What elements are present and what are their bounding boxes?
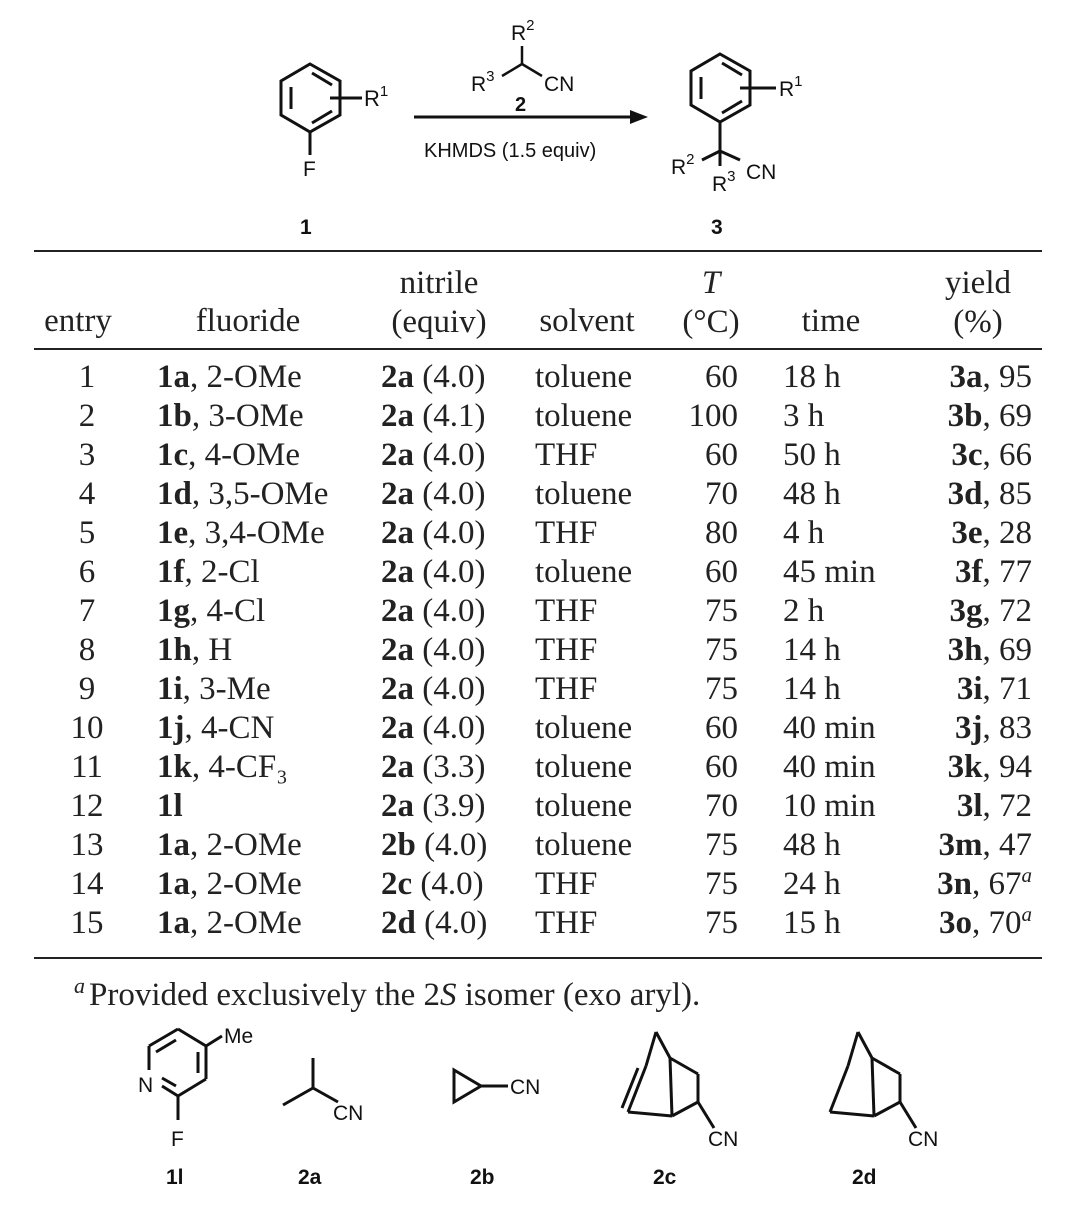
entry-number: 3 bbox=[78, 437, 96, 473]
header-temperature bbox=[668, 264, 754, 342]
fluoride-cell bbox=[157, 748, 288, 787]
header-nitrile-line1: nitrile bbox=[399, 265, 479, 301]
entry-number: 11 bbox=[71, 749, 103, 785]
yield-value: , 70 bbox=[972, 905, 1022, 941]
reagent-r2: $R^2$ bbox=[511, 17, 535, 45]
nitrile-compound-id: 2a bbox=[381, 554, 414, 590]
fluoride-cell bbox=[157, 865, 302, 904]
nitrile-cell bbox=[381, 358, 485, 397]
reaction-arrow bbox=[414, 110, 648, 124]
time-cell: 15 h bbox=[783, 905, 841, 941]
reactant-halogen: F bbox=[303, 158, 316, 181]
nitrile-compound-id: 2a bbox=[381, 749, 414, 785]
yield-cell bbox=[860, 358, 1032, 397]
table-row bbox=[0, 865, 1080, 904]
yield-cell bbox=[860, 475, 1032, 514]
entry-number: 15 bbox=[70, 905, 104, 941]
entry-number: 5 bbox=[78, 515, 96, 551]
yield-value: , 72 bbox=[982, 788, 1032, 824]
table-row bbox=[0, 358, 1080, 397]
entry-number: 14 bbox=[70, 866, 104, 902]
structure-1l-fluorine: F bbox=[171, 1128, 184, 1151]
time-cell: 48 h bbox=[783, 827, 841, 863]
nitrile-equivalents: (4.0) bbox=[415, 827, 488, 863]
table-header-rule bbox=[34, 348, 1042, 350]
fluoride-compound-id: 1c bbox=[157, 437, 189, 473]
entry-number: 7 bbox=[78, 593, 96, 629]
temperature-cell: 60 bbox=[705, 554, 738, 590]
fluoride-substituent: , 3,4-OMe bbox=[188, 515, 325, 551]
nitrile-equivalents: (4.0) bbox=[414, 671, 486, 707]
yield-cell bbox=[860, 514, 1032, 553]
header-temperature-unit: (°C) bbox=[682, 304, 740, 340]
solvent-cell: toluene bbox=[535, 827, 633, 863]
time-cell: 10 min bbox=[783, 788, 876, 824]
fluoride-compound-id: 1a bbox=[157, 359, 190, 395]
product-compound-id: 3c bbox=[951, 437, 983, 473]
time-cell: 18 h bbox=[783, 359, 841, 395]
temperature-cell: 75 bbox=[705, 671, 738, 707]
yield-cell bbox=[860, 709, 1032, 748]
nitrile-cell bbox=[381, 514, 485, 553]
nitrile-equivalents: (4.1) bbox=[414, 398, 486, 434]
nitrile-cell bbox=[381, 787, 485, 826]
product-compound-id: 3n bbox=[937, 866, 972, 902]
nitrile-equivalents: (4.0) bbox=[414, 359, 486, 395]
header-nitrile bbox=[378, 264, 500, 342]
fluoride-substituent: , 2-OMe bbox=[190, 827, 302, 863]
reaction-scheme bbox=[0, 0, 1080, 245]
temperature-cell: 70 bbox=[705, 788, 738, 824]
yield-value: , 69 bbox=[982, 398, 1032, 434]
time-cell: 4 h bbox=[783, 515, 825, 551]
fluoride-cell bbox=[157, 514, 325, 553]
header-yield-line2: (%) bbox=[953, 304, 1003, 340]
entry-number: 8 bbox=[78, 632, 96, 668]
nitrile-cell bbox=[381, 865, 484, 904]
product-compound-id: 3i bbox=[956, 671, 983, 707]
solvent-cell: toluene bbox=[535, 476, 633, 512]
structure-2c-label: 2c bbox=[653, 1166, 677, 1189]
solvent-cell: toluene bbox=[535, 359, 633, 395]
entry-number: 12 bbox=[70, 788, 104, 824]
structure-2a bbox=[283, 1058, 363, 1189]
product-compound-id: 3o bbox=[939, 905, 972, 941]
structure-2b-cn: CN bbox=[510, 1076, 541, 1099]
fluoride-compound-id: 1b bbox=[157, 398, 192, 434]
product-compound-id: 3e bbox=[951, 515, 983, 551]
yield-footnote-mark: a bbox=[1021, 863, 1032, 887]
fluoride-compound-id: 1h bbox=[157, 632, 192, 668]
nitrile-equivalents: (4.0) bbox=[414, 554, 486, 590]
yield-cell bbox=[860, 553, 1032, 592]
header-yield-line1: yield bbox=[945, 265, 1011, 301]
fluoride-cell bbox=[157, 709, 274, 748]
table-bottom-rule bbox=[34, 957, 1042, 959]
nitrile-equivalents: (4.0) bbox=[414, 710, 486, 746]
nitrile-compound-id: 2a bbox=[381, 788, 414, 824]
nitrile-cell bbox=[381, 592, 485, 631]
nitrile-cell bbox=[381, 553, 485, 592]
fluoride-cell bbox=[157, 787, 183, 826]
solvent-cell: THF bbox=[535, 593, 598, 629]
nitrile-cell bbox=[381, 826, 487, 865]
fluoride-substituent: , 4-OMe bbox=[188, 437, 300, 473]
fluoride-cell bbox=[157, 592, 265, 631]
reactant-substituent: $R^1$ bbox=[364, 83, 389, 111]
yield-value: , 95 bbox=[982, 359, 1032, 395]
temperature-cell: 80 bbox=[705, 515, 738, 551]
nitrile-cell bbox=[381, 475, 485, 514]
nitrile-equivalents: (3.9) bbox=[414, 788, 486, 824]
header-fluoride: fluoride bbox=[195, 303, 301, 339]
structure-2c bbox=[622, 1032, 738, 1189]
nitrile-compound-id: 2b bbox=[381, 827, 416, 863]
temperature-cell: 75 bbox=[705, 827, 738, 863]
table-row bbox=[0, 787, 1080, 826]
product-compound-id: 3g bbox=[949, 593, 983, 629]
product-r3: $R^3$ bbox=[712, 168, 736, 196]
nitrile-equivalents: (4.0) bbox=[415, 905, 488, 941]
solvent-cell: toluene bbox=[535, 788, 633, 824]
time-cell: 14 h bbox=[783, 671, 841, 707]
fluoride-substituent: , 2-OMe bbox=[190, 866, 302, 902]
yield-cell bbox=[860, 670, 1032, 709]
fluoride-compound-id: 1k bbox=[157, 749, 192, 785]
structure-2d-label: 2d bbox=[852, 1166, 877, 1189]
time-cell: 40 min bbox=[783, 749, 876, 785]
nitrile-equivalents: (4.0) bbox=[414, 437, 486, 473]
fluoride-substituent: , 2-OMe bbox=[190, 359, 302, 395]
time-cell: 45 min bbox=[783, 554, 876, 590]
solvent-cell: THF bbox=[535, 866, 598, 902]
yield-cell bbox=[860, 826, 1032, 865]
nitrile-compound-id: 2d bbox=[381, 905, 416, 941]
yield-cell bbox=[860, 748, 1032, 787]
time-cell: 48 h bbox=[783, 476, 841, 512]
fluoride-compound-id: 1i bbox=[157, 671, 183, 707]
fluoride-compound-id: 1l bbox=[157, 788, 183, 824]
solvent-cell: toluene bbox=[535, 398, 633, 434]
nitrile-compound-id: 2a bbox=[381, 710, 414, 746]
reagent-label: 2 bbox=[515, 94, 527, 116]
fluoride-cell bbox=[157, 670, 271, 709]
table-row bbox=[0, 709, 1080, 748]
solvent-cell: THF bbox=[535, 632, 598, 668]
yield-footnote-mark: a bbox=[1021, 902, 1032, 926]
product-compound-id: 3f bbox=[955, 554, 983, 590]
product-r2: $R^2$ bbox=[671, 151, 695, 179]
table-row bbox=[0, 592, 1080, 631]
nitrile-equivalents: (4.0) bbox=[412, 866, 484, 902]
temperature-cell: 75 bbox=[705, 866, 738, 902]
nitrile-cell bbox=[381, 397, 485, 436]
yield-cell bbox=[860, 436, 1032, 475]
nitrile-cell bbox=[381, 748, 485, 787]
table-row bbox=[0, 748, 1080, 787]
solvent-cell: THF bbox=[535, 905, 598, 941]
yield-value: , 94 bbox=[982, 749, 1032, 785]
fluoride-substituent: , 3-OMe bbox=[191, 398, 304, 434]
product-structure bbox=[691, 54, 776, 166]
temperature-cell: 60 bbox=[705, 710, 738, 746]
product-compound-id: 3l bbox=[956, 788, 983, 824]
table-row bbox=[0, 631, 1080, 670]
fluoride-compound-id: 1f bbox=[157, 554, 185, 590]
fluoride-compound-id: 1d bbox=[157, 476, 192, 512]
reactant-fluoroarene-structure bbox=[281, 64, 362, 155]
product-compound-id: 3j bbox=[955, 710, 983, 746]
fluoride-cell bbox=[157, 397, 304, 436]
fluoride-cell bbox=[157, 553, 260, 592]
yield-value: , 72 bbox=[982, 593, 1032, 629]
structure-1l bbox=[138, 1025, 253, 1189]
header-nitrile-line2: (equiv) bbox=[391, 304, 487, 340]
temperature-cell: 60 bbox=[705, 749, 738, 785]
entry-number: 2 bbox=[78, 398, 96, 434]
fluoride-cell bbox=[157, 631, 232, 670]
temperature-cell: 60 bbox=[705, 359, 738, 395]
table-row bbox=[0, 397, 1080, 436]
fluoride-compound-id: 1a bbox=[157, 866, 190, 902]
table-row bbox=[0, 436, 1080, 475]
solvent-cell: THF bbox=[535, 515, 598, 551]
reagent-r3: $R^3$ bbox=[471, 68, 495, 96]
table-row bbox=[0, 670, 1080, 709]
nitrile-compound-id: 2a bbox=[381, 632, 414, 668]
yield-value: , 69 bbox=[982, 632, 1032, 668]
nitrile-equivalents: (4.0) bbox=[414, 515, 486, 551]
fluoride-substituent: , 3,5-OMe bbox=[191, 476, 329, 512]
reaction-conditions: KHMDS (1.5 equiv) bbox=[424, 140, 597, 162]
fluoride-substituent: , 3-Me bbox=[182, 671, 271, 707]
solvent-cell: THF bbox=[535, 671, 598, 707]
nitrile-cell bbox=[381, 670, 485, 709]
nitrile-cell bbox=[381, 631, 485, 670]
fluoride-cell bbox=[157, 358, 302, 397]
product-cn: CN bbox=[746, 161, 777, 184]
header-entry: entry bbox=[44, 303, 112, 339]
yield-cell bbox=[860, 787, 1032, 826]
solvent-cell: toluene bbox=[535, 749, 633, 785]
nitrile-equivalents: (3.3) bbox=[414, 749, 486, 785]
yield-cell bbox=[860, 631, 1032, 670]
structure-2a-cn: CN bbox=[333, 1102, 364, 1125]
structure-2b bbox=[454, 1070, 540, 1189]
nitrile-compound-id: 2c bbox=[381, 866, 413, 902]
table-top-rule bbox=[34, 250, 1042, 252]
solvent-cell: toluene bbox=[535, 554, 633, 590]
footnote-mark: a bbox=[74, 973, 85, 998]
fluoride-substituent: , 4-CF₃ bbox=[191, 749, 288, 785]
time-cell: 3 h bbox=[783, 398, 825, 434]
fluoride-substituent: , 4-CN bbox=[184, 710, 275, 746]
solvent-cell: THF bbox=[535, 437, 598, 473]
product-compound-id: 3k bbox=[947, 749, 983, 785]
yield-value: , 77 bbox=[982, 554, 1032, 590]
header-solvent: solvent bbox=[539, 303, 635, 339]
product-compound-id: 3b bbox=[947, 398, 983, 434]
entry-number: 6 bbox=[78, 554, 96, 590]
substrate-structures bbox=[0, 1010, 1080, 1207]
nitrile-compound-id: 2a bbox=[381, 437, 414, 473]
nitrile-compound-id: 2a bbox=[381, 359, 414, 395]
time-cell: 2 h bbox=[783, 593, 825, 629]
fluoride-compound-id: 1j bbox=[157, 710, 185, 746]
nitrile-equivalents: (4.0) bbox=[414, 632, 486, 668]
fluoride-cell bbox=[157, 904, 302, 943]
entry-number: 9 bbox=[78, 671, 96, 707]
entry-number: 10 bbox=[70, 710, 104, 746]
yield-value: , 83 bbox=[982, 710, 1032, 746]
fluoride-compound-id: 1a bbox=[157, 905, 190, 941]
fluoride-substituent: , 4-Cl bbox=[190, 593, 266, 629]
temperature-cell: 60 bbox=[705, 437, 738, 473]
stereo-descriptor: S bbox=[440, 977, 457, 1013]
yield-value: , 66 bbox=[982, 437, 1032, 473]
entry-number: 13 bbox=[70, 827, 104, 863]
structure-2b-label: 2b bbox=[470, 1166, 495, 1189]
nitrile-compound-id: 2a bbox=[381, 593, 414, 629]
structure-2d-cn: CN bbox=[908, 1128, 939, 1151]
fluoride-cell bbox=[157, 436, 300, 475]
nitrile-equivalents: (4.0) bbox=[414, 476, 486, 512]
header-temperature-symbol: T bbox=[701, 265, 721, 301]
time-cell: 24 h bbox=[783, 866, 841, 902]
fluoride-substituent: , 2-OMe bbox=[190, 905, 302, 941]
fluoride-substituent: , 2-Cl bbox=[184, 554, 260, 590]
yield-value: , 47 bbox=[982, 827, 1032, 863]
nitrile-compound-id: 2a bbox=[381, 671, 414, 707]
fluoride-compound-id: 1a bbox=[157, 827, 190, 863]
table-row bbox=[0, 904, 1080, 943]
nitrile-equivalents: (4.0) bbox=[414, 593, 486, 629]
table-row bbox=[0, 553, 1080, 592]
temperature-cell: 100 bbox=[688, 398, 738, 434]
yield-value: , 28 bbox=[982, 515, 1032, 551]
product-compound-id: 3m bbox=[938, 827, 983, 863]
structure-1l-nitrogen: N bbox=[138, 1074, 154, 1097]
fluoride-compound-id: 1e bbox=[157, 515, 189, 551]
header-time: time bbox=[801, 303, 861, 339]
product-compound-id: 3a bbox=[949, 359, 983, 395]
yield-cell bbox=[860, 904, 1032, 943]
nitrile-compound-id: 2a bbox=[381, 398, 414, 434]
fluoride-cell bbox=[157, 826, 302, 865]
table-footnote bbox=[74, 966, 700, 1015]
structure-2c-cn: CN bbox=[708, 1128, 739, 1151]
fluoride-cell bbox=[157, 475, 328, 514]
time-cell: 14 h bbox=[783, 632, 841, 668]
product-compound-id: 3h bbox=[947, 632, 983, 668]
structure-1l-label: 1l bbox=[166, 1166, 184, 1189]
yield-cell bbox=[860, 592, 1032, 631]
temperature-cell: 75 bbox=[705, 632, 738, 668]
footnote-text: Provided exclusively the 2S isomer (exo aryl). bbox=[89, 977, 701, 1013]
table-row bbox=[0, 826, 1080, 865]
fluoride-compound-id: 1g bbox=[157, 593, 190, 629]
yield-value: , 67 bbox=[972, 866, 1022, 902]
product-compound-id: 3d bbox=[947, 476, 983, 512]
product-label: 3 bbox=[711, 216, 723, 239]
yield-value: , 85 bbox=[982, 476, 1032, 512]
entry-number: 4 bbox=[78, 476, 96, 512]
temperature-cell: 75 bbox=[705, 905, 738, 941]
nitrile-cell bbox=[381, 709, 485, 748]
header-yield bbox=[928, 264, 1028, 342]
temperature-cell: 75 bbox=[705, 593, 738, 629]
nitrile-compound-id: 2a bbox=[381, 476, 414, 512]
yield-value: , 71 bbox=[982, 671, 1032, 707]
yield-cell bbox=[860, 397, 1032, 436]
reactant-label: 1 bbox=[300, 216, 312, 239]
entry-number: 1 bbox=[78, 359, 96, 395]
solvent-cell: toluene bbox=[535, 710, 633, 746]
structure-1l-methyl: Me bbox=[224, 1025, 254, 1048]
structure-2a-label: 2a bbox=[298, 1166, 322, 1189]
table-row bbox=[0, 514, 1080, 553]
structure-2d bbox=[830, 1032, 938, 1189]
yield-cell bbox=[860, 865, 1032, 904]
reagent-nitrile-structure bbox=[502, 46, 542, 76]
product-r1: $R^1$ bbox=[779, 73, 803, 101]
fluoride-substituent: , H bbox=[191, 632, 233, 668]
temperature-cell: 70 bbox=[705, 476, 738, 512]
nitrile-cell bbox=[381, 904, 487, 943]
nitrile-compound-id: 2a bbox=[381, 515, 414, 551]
time-cell: 50 h bbox=[783, 437, 841, 473]
nitrile-cell bbox=[381, 436, 485, 475]
reagent-cn: CN bbox=[544, 73, 575, 96]
time-cell: 40 min bbox=[783, 710, 876, 746]
table-row bbox=[0, 475, 1080, 514]
